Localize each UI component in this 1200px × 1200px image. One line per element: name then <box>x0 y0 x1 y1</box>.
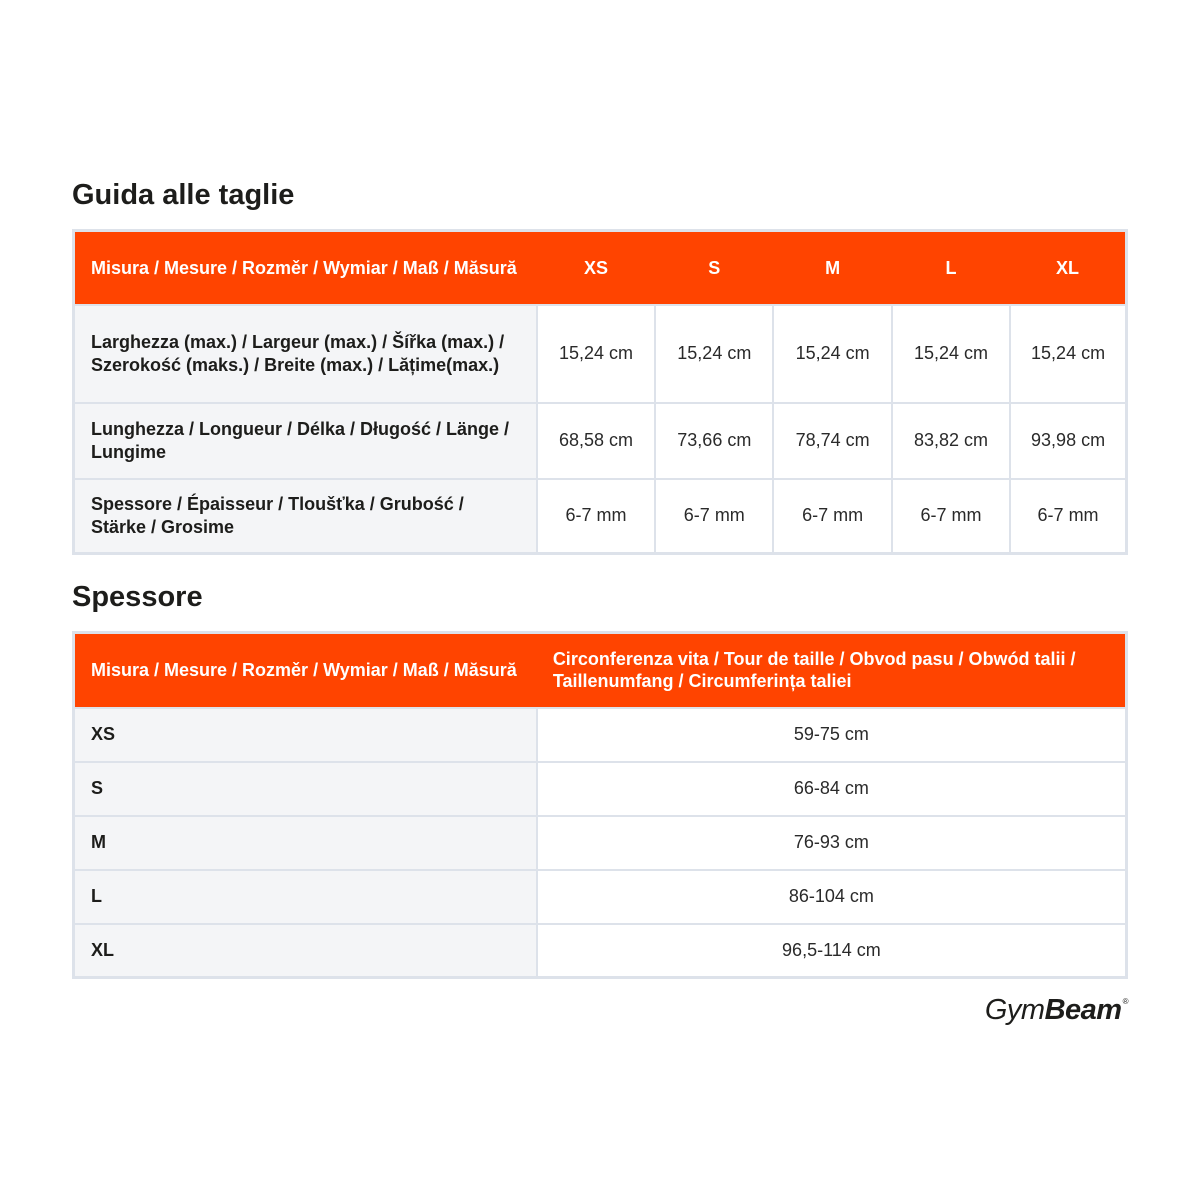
table-cell: 15,24 cm <box>655 305 773 403</box>
header-size-m: M <box>773 231 891 305</box>
table-cell: 6-7 mm <box>655 479 773 554</box>
logo-text-beam: Beam <box>1044 994 1122 1026</box>
table-row <box>74 870 1127 924</box>
table-header-row <box>74 633 1127 708</box>
table-row <box>74 479 1127 554</box>
row-label-size: L <box>74 870 537 924</box>
header-waist-circumference: Circonferenza vita / Tour de taille / Obvod pasu / Obwód talii / Taillenumfang / Circumferința taliei <box>537 633 1127 708</box>
table-cell: 76-93 cm <box>537 816 1127 870</box>
table-cell: 96,5-114 cm <box>537 924 1127 978</box>
row-label-width: Larghezza (max.) / Largeur (max.) / Šířka (max.) / Szerokość (maks.) / Breite (max.) / Lățime(max.) <box>74 305 537 403</box>
table-header-row <box>74 231 1127 305</box>
header-size-xs: XS <box>537 231 655 305</box>
table-row <box>74 708 1127 762</box>
table-cell: 15,24 cm <box>892 305 1010 403</box>
row-label-size: M <box>74 816 537 870</box>
row-label-size: S <box>74 762 537 816</box>
size-guide-table <box>72 229 1128 555</box>
row-label-thickness: Spessore / Épaisseur / Tloušťka / Grubość / Stärke / Grosime <box>74 479 537 554</box>
header-size-xl: XL <box>1010 231 1126 305</box>
table-cell: 83,82 cm <box>892 403 1010 479</box>
table-cell: 15,24 cm <box>773 305 891 403</box>
table-cell: 6-7 mm <box>537 479 655 554</box>
table-cell: 93,98 cm <box>1010 403 1126 479</box>
table-cell: 78,74 cm <box>773 403 891 479</box>
table-row <box>74 816 1127 870</box>
row-label-size: XL <box>74 924 537 978</box>
table-cell: 86-104 cm <box>537 870 1127 924</box>
registered-mark: ® <box>1122 997 1128 1006</box>
header-measure: Misura / Mesure / Rozměr / Wymiar / Maß / Măsură <box>74 231 537 305</box>
table-cell: 6-7 mm <box>773 479 891 554</box>
waist-size-table <box>72 631 1128 979</box>
header-measure: Misura / Mesure / Rozměr / Wymiar / Maß / Măsură <box>74 633 537 708</box>
table-cell: 73,66 cm <box>655 403 773 479</box>
table-cell: 6-7 mm <box>1010 479 1126 554</box>
table-cell: 6-7 mm <box>892 479 1010 554</box>
table-cell: 59-75 cm <box>537 708 1127 762</box>
size-guide-title: Guida alle taglie <box>72 179 295 211</box>
thickness-title: Spessore <box>72 581 203 613</box>
logo-text-gym: Gym <box>984 994 1045 1026</box>
header-size-l: L <box>892 231 1010 305</box>
table-row <box>74 924 1127 978</box>
table-row <box>74 403 1127 479</box>
row-label-length: Lunghezza / Longueur / Délka / Długość / Länge / Lungime <box>74 403 537 479</box>
gymbeam-logo <box>985 996 1128 1025</box>
header-size-s: S <box>655 231 773 305</box>
table-cell: 68,58 cm <box>537 403 655 479</box>
table-row <box>74 762 1127 816</box>
table-cell: 66-84 cm <box>537 762 1127 816</box>
table-row <box>74 305 1127 403</box>
table-cell: 15,24 cm <box>537 305 655 403</box>
table-cell: 15,24 cm <box>1010 305 1126 403</box>
row-label-size: XS <box>74 708 537 762</box>
